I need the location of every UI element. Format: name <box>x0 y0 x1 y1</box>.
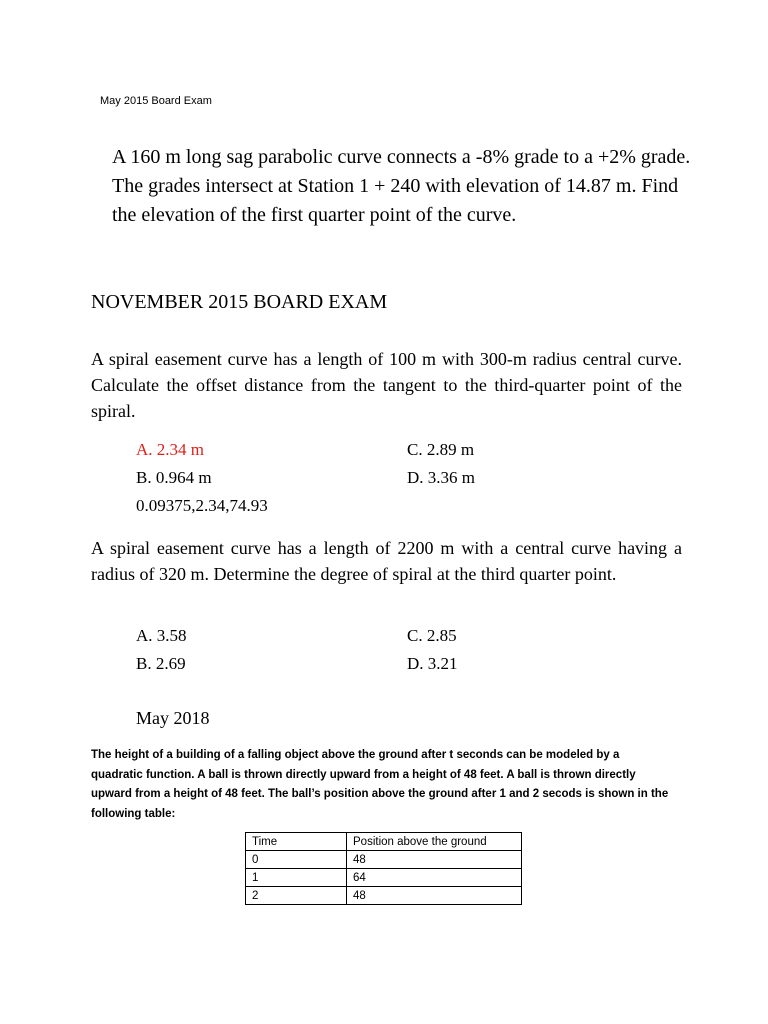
falling-object-paragraph: The height of a building of a falling object above the ground after t seconds can be modeled by a quadratic function. A ball is thrown directly upward from a height of 48 feet. A ball is thrown directly upward from a height of 48 feet. The ball’s position above the ground after 1 and 2 secods is shown in the following table: <box>91 749 669 820</box>
table-row <box>246 869 522 887</box>
question-3-text: A spiral easement curve has a length of 2200 m with a central curve having a radius of 320 m. Determine the degree of spiral at the third quarter point. <box>91 538 682 584</box>
q3-choice-c: C. 2.85 <box>407 626 457 645</box>
header-note: May 2015 Board Exam <box>100 95 212 107</box>
table-cell-time: 1 <box>246 869 347 887</box>
table-row <box>246 887 522 905</box>
question-2-text: A spiral easement curve has a length of 100 m with 300-m radius central curve. Calculate the offset distance from the tangent to the third-quarter point of the spiral. <box>91 349 682 421</box>
q2-solution-note: 0.09375,2.34,74.93 <box>136 496 268 515</box>
table-row <box>246 851 522 869</box>
table-header-row <box>246 833 522 851</box>
q2-choice-a: A. 2.34 m <box>136 440 204 459</box>
question-1-text: A 160 m long sag parabolic curve connects a -8% grade to a +2% grade. The grades intersect at Station 1 + 240 with elevation of 14.87 m. Find the elevation of the first quarter point of the curve. <box>112 146 691 226</box>
section-heading-november-2015: NOVEMBER 2015 BOARD EXAM <box>91 291 388 313</box>
table-cell-time: 0 <box>246 851 347 869</box>
table-cell-position: 48 <box>347 887 522 905</box>
table-cell-position: 48 <box>347 851 522 869</box>
table-header-time: Time <box>246 833 347 851</box>
position-table <box>245 832 522 905</box>
table-cell-position: 64 <box>347 869 522 887</box>
q2-choice-d: D. 3.36 m <box>407 468 475 487</box>
q2-choice-c: C. 2.89 m <box>407 440 475 459</box>
q3-choice-d: D. 3.21 <box>407 654 458 673</box>
q3-choice-b: B. 2.69 <box>136 654 186 673</box>
table-cell-time: 2 <box>246 887 347 905</box>
q2-choice-b: B. 0.964 m <box>136 468 212 487</box>
section-heading-may-2018: May 2018 <box>136 708 210 728</box>
table-header-position: Position above the ground <box>347 833 522 851</box>
q3-choice-a: A. 3.58 <box>136 626 187 645</box>
